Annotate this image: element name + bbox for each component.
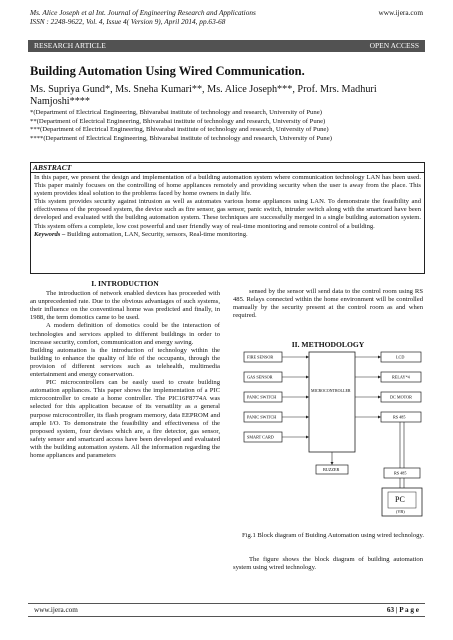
smart-card-label: SMART CARD — [247, 434, 274, 440]
journal-issn: ISSN : 2248-9622, Vol. 4, Issue 4( Version 9), April 2014, pp.63-68 — [30, 17, 226, 26]
input-gas-sensor — [244, 372, 282, 382]
affiliations — [30, 109, 425, 143]
footer-site[interactable]: www.ijera.com — [34, 606, 78, 614]
affiliation-4: ****(Department of Electrical Engineering, Bhivarabai institute of technology and research, University of Pune) — [30, 134, 332, 142]
abstract-box — [30, 162, 425, 274]
output-lcd — [381, 352, 421, 362]
affiliation-3: ***(Department of Electrical Engineering, Bhivarabai institute of technology and research, University of Pune) — [30, 126, 329, 134]
buzzer-label: BUZZER — [323, 467, 340, 472]
microcontroller-label: MICROCONTROLLER — [311, 388, 351, 393]
paper-title: Building Automation Using Wired Communication. — [30, 64, 305, 78]
output-rs485 — [381, 412, 421, 422]
page-number: 63 | P a g e — [386, 606, 419, 614]
intro-paragraph-2: A modern definition of domotics could be the interaction of technologies and services applied to different buildings in order to increase security, comfort, communication and energy saving. — [30, 322, 220, 346]
right-column-top — [233, 288, 423, 320]
left-column — [30, 280, 220, 460]
buzzer-block — [316, 465, 348, 474]
fire-sensor-label: FIRE SENSOR — [247, 354, 274, 360]
keywords — [34, 231, 421, 239]
dc-motor-label: DC MOTOR — [390, 394, 412, 400]
gas-sensor-label: GAS SENSOR — [247, 374, 273, 380]
input-panic-switch-2 — [244, 412, 282, 422]
input-arrowheads — [306, 356, 309, 439]
figure-caption: Fig.1 Block diagram of Buiding Automation using wired technology. — [242, 532, 424, 539]
abstract-paragraph-1: In this paper, we present the design and implementation of a building automation system where communication technology LAN has been used. This paper mainly focuses on the controlling of home appliances remotely and providing security when the user is away from the place. This system provides ideal solution to the problems faced by home owners in daily life. — [34, 174, 421, 198]
relay-label: RELAY*4 — [392, 374, 410, 380]
right-paragraph: sensed by the sensor will send data to the control room using RS 485. Relays connected within the home environment will be controlled manually by the security present at the control room as and when required. — [233, 288, 423, 320]
open-access-label: OPEN ACCESS — [369, 41, 419, 50]
keywords-label: Keywords – — [34, 230, 66, 238]
pc-sub-label: (VB) — [396, 509, 405, 514]
input-smart-card — [244, 432, 282, 442]
journal-citation: Ms. Alice Joseph et al Int. Journal of Engineering Research and Applications — [30, 8, 256, 17]
intro-paragraph-3: Building automation is the introduction of technology within the building to enhance the quality of life of the occupants, through the provision of different services such as telehealth, multimedia entertainment and energy conservation. — [30, 346, 220, 379]
rs485-label: RS 485 — [393, 414, 406, 420]
lcd-label: LCD — [396, 354, 405, 360]
input-panic-switch-1 — [244, 392, 282, 402]
rs485-lower-label: RS 485 — [394, 470, 407, 476]
introduction-heading: I. INTRODUCTION — [91, 279, 159, 288]
input-fire-sensor — [244, 352, 282, 362]
research-article-label: RESEARCH ARTICLE — [34, 41, 106, 50]
pc-block — [382, 488, 422, 516]
output-relay — [381, 372, 421, 382]
block-diagram — [242, 350, 424, 522]
article-banner — [28, 40, 425, 52]
panic-switch-label-1: PANIC SWITCH — [247, 394, 277, 400]
journal-header — [30, 8, 423, 34]
pc-label: PC — [395, 495, 405, 504]
page-footer — [28, 603, 425, 617]
abstract-paragraph-2: This system provides security against intrusion as well as automates various home appliances using LAN. To demonstrate the feasibility and effectiveness of the proposed system, the device such as fire sensor, gas sensor, panic switch, intruder switch along with the smartcard have been developed and evaluated with the building automation system. These techniques are successfully merged in a single building automation system. This system offers a complete, low cost powerful and user friendly way of real-time monitoring and remote control of a building. — [34, 198, 421, 230]
intro-paragraph-4: PIC microcontrollers can be easily used to create building automation appliances. This paper shows the implementation of a PIC microcontroller to create a home controller. The PIC16F8774A was selected for this application because of its versatility as a general purpose microcontroller, its flash program memory, data EEPROM and ample I/O. To demonstrate the feasibility and effectiveness of the proposed system, four devises which are, a fire detector, gas sensor, safety sensor and smartcard access have been developed and evaluated with the building automation system. All the information regarding the home appliances and parameters — [30, 379, 220, 459]
journal-site[interactable]: www.ijera.com — [378, 8, 423, 17]
output-dc-motor — [381, 392, 421, 402]
input-arrows — [282, 357, 306, 437]
figure-description-text: The figure shows the block diagram of building automation system using wired technology. — [233, 556, 423, 572]
methodology-heading: II. METHODOLOGY — [291, 340, 365, 349]
affiliation-2: **(Department of Electrical Engineering, Bhivarabai institute of technology and research, University of Pune) — [30, 117, 326, 125]
microcontroller-block — [309, 352, 355, 452]
author-list: Ms. Supriya Gund*, Ms. Sneha Kumari**, Ms. Alice Joseph***, Prof. Mrs. Madhuri Namjoshi**** — [30, 84, 377, 107]
rs485-lower-block — [384, 468, 420, 478]
affiliation-1: *(Department of Electrical Engineering, Bhivarabai institute of technology and research, University of Pune) — [30, 109, 322, 116]
abstract-heading: ABSTRACT — [31, 163, 424, 173]
keywords-text: Building automation, LAN, Security, sensors, Real-time monitoring. — [65, 230, 248, 238]
figure-description — [233, 556, 423, 572]
panic-switch-label-2: PANIC SWITCH — [247, 414, 277, 420]
intro-paragraph-1: The introduction of network enabled devices has proceeded with an unprecedented rate. Due to the obvious advantages of such systems, their influence on the conventional home was predicted and finally, in 1988, the term domotics came to be used. — [30, 290, 220, 322]
